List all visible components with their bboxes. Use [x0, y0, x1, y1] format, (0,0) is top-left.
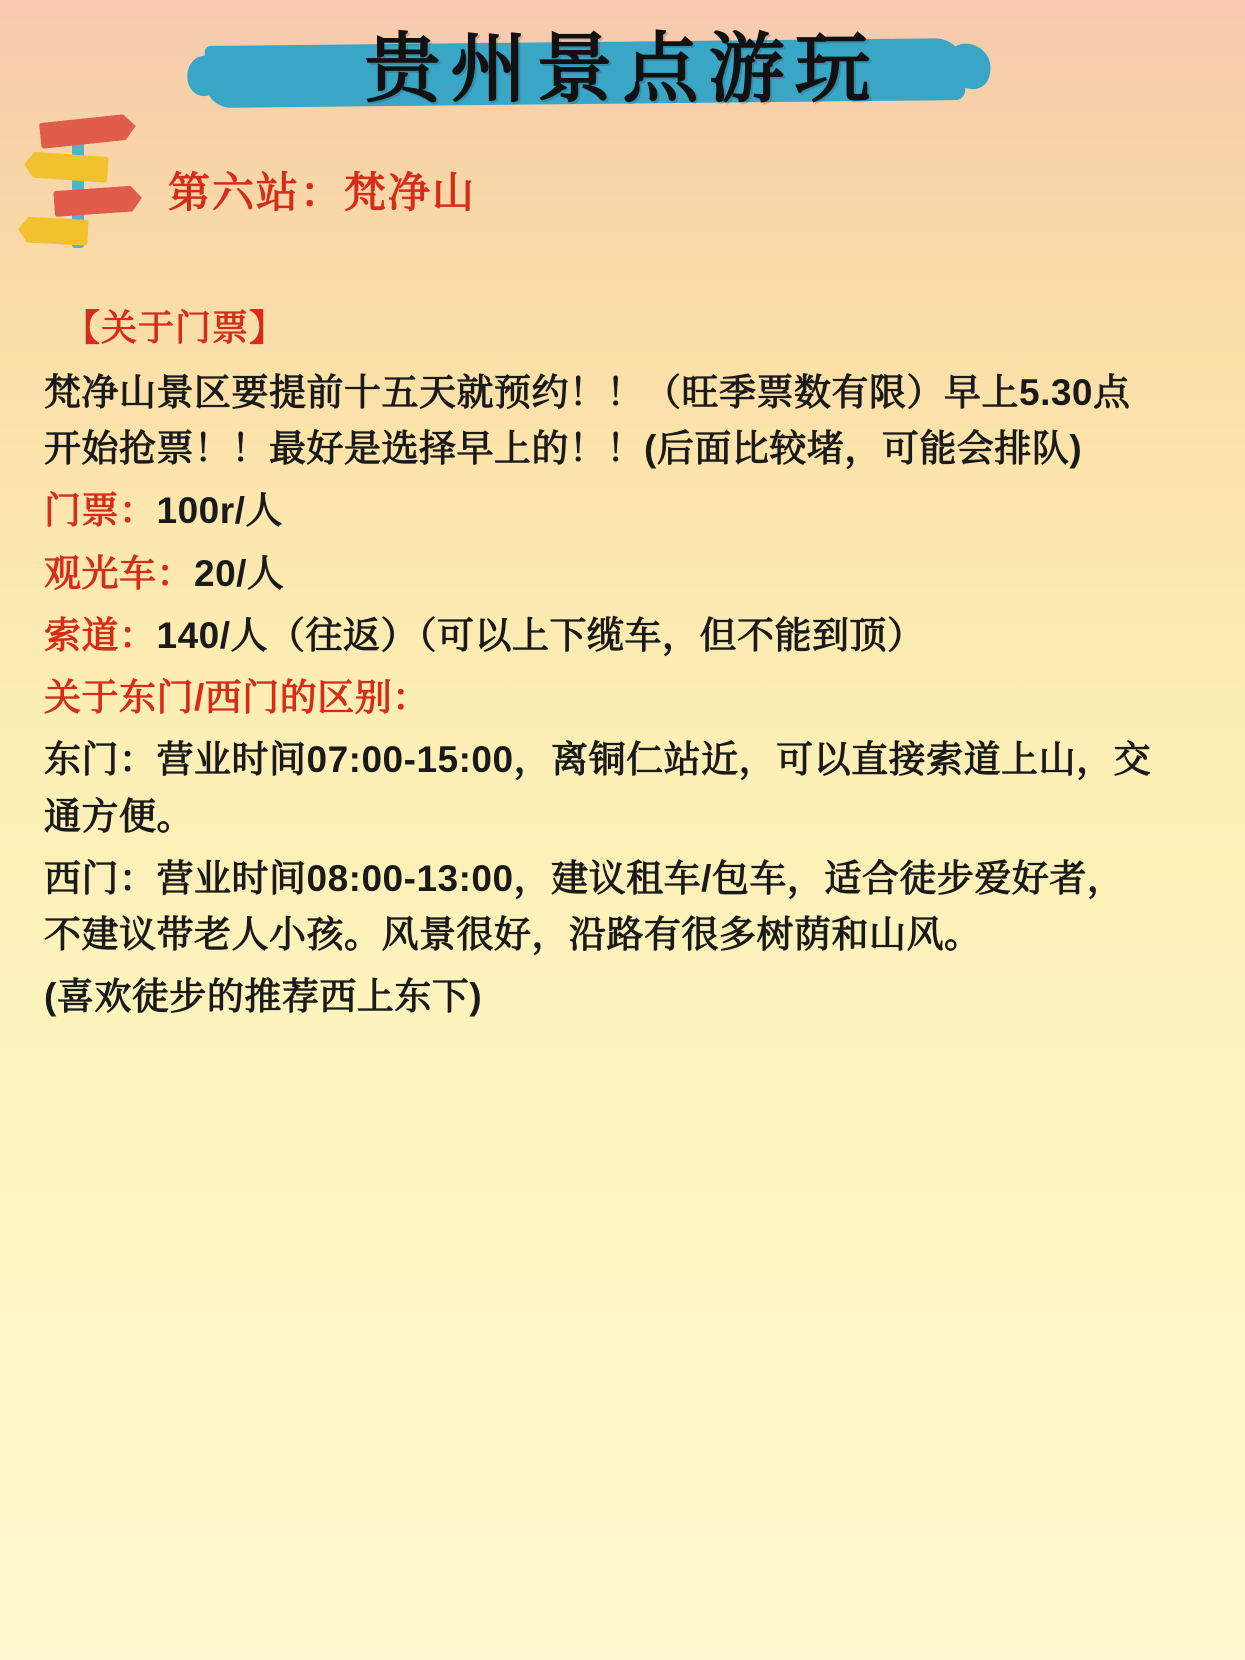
signpost-icon [10, 110, 170, 250]
signpost-board-3 [53, 185, 143, 217]
station-heading: 第六站：梵净山 [168, 169, 477, 216]
page-title: 贵州景点游玩 [364, 27, 881, 112]
price-value-cableway: 140/人（往返）（可以上下缆车，但不能到顶） [156, 614, 925, 656]
price-label-cableway: 索道： [44, 614, 157, 656]
price-label-ticket: 门票： [44, 490, 157, 532]
price-row-shuttle [44, 546, 1154, 602]
page-header [0, 0, 1245, 150]
ticket-section-label: 【关于门票】 [64, 307, 287, 348]
signpost-board-2 [23, 151, 109, 183]
price-value-ticket: 100r/人 [156, 490, 283, 532]
west-gate-text: 西门：营业时间08:00-13:00，建议租车/包车，适合徒步爱好者，不建议带老人小孩。风景很好，沿路有很多树荫和山风。 [44, 857, 1125, 956]
gate-difference-subheading: 关于东门/西门的区别： [44, 677, 430, 719]
east-gate-text: 东门：营业时间07:00-15:00，离铜仁站近，可以直接索道上山，交通方便。 [44, 739, 1152, 837]
content-body [44, 300, 1154, 1032]
price-value-shuttle: 20/人 [194, 552, 285, 594]
price-row-ticket [44, 483, 1154, 539]
ticket-intro-text: 梵净山景区要提前十五天就预约！！（旺季票数有限）早上5.30点开始抢票！！最好是选择早上的！！(后面比较堵，可能会排队) [44, 372, 1131, 470]
price-label-shuttle: 观光车： [44, 552, 194, 594]
signpost-board-4 [17, 216, 88, 246]
price-row-cableway [44, 608, 1154, 664]
hiking-tip-text: (喜欢徒步的推荐西上东下) [44, 976, 483, 1018]
signpost-board-1 [39, 113, 137, 149]
